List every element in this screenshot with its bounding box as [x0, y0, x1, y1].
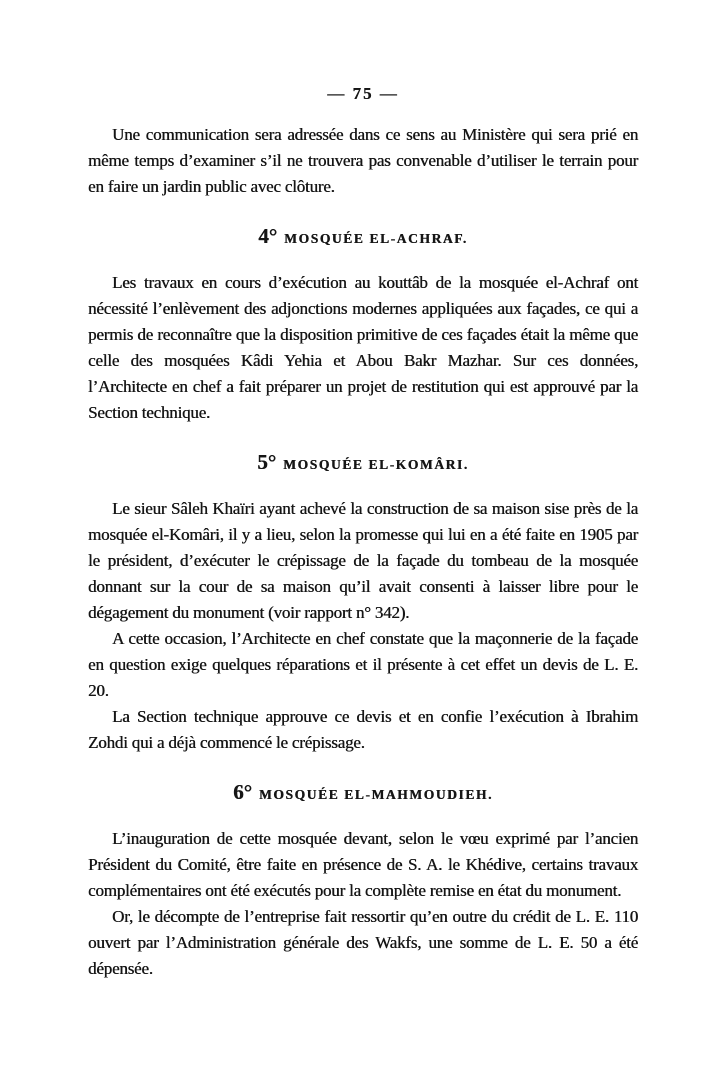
paragraph: A cette occasion, l’Architecte en chef constate que la maçonnerie de la façade en question exige quelques réparations et il présente à cet effet un devis de L. E. 20. [88, 629, 638, 700]
heading-number: 5° [257, 450, 277, 474]
heading-title: MOSQUÉE EL-ACHRAF. [284, 231, 468, 246]
paragraph: Le sieur Sâleh Khaïri ayant achevé la construction de sa maison sise près de la mosquée el-Komâri, il y a lieu, selon la promesse qui lui en a été faite en 1905 par le président, d’exécuter le crépissage de la façade du tombeau de la mosquée donnant sur la cour de sa maison qu’il avait consenti à laisser libre pour le dégagement du monument (voir rapport n° 342). [88, 499, 638, 622]
heading-number: 6° [233, 780, 252, 804]
heading-title: MOSQUÉE EL-KOMÂRI. [283, 457, 469, 472]
heading-number: 4° [258, 224, 278, 248]
paragraph: Une communication sera adressée dans ce sens au Ministère qui sera prié en même temps d’examiner s’il ne trouvera pas convenable d’utiliser le terrain pour en faire un jardin public avec clôture. [88, 125, 638, 196]
paragraph: L’inauguration de cette mosquée devant, selon le vœu exprimé par l’ancien Président du Comité, être faite en présence de S. A. le Khédive, certains travaux complémentaires ont été exécutés pour la complète remise en état du monument. [88, 829, 638, 900]
page-number: — 75 — [327, 84, 399, 103]
paragraph: Or, le décompte de l’entreprise fait ressortir qu’en outre du crédit de L. E. 110 ouvert par l’Administration générale des Wakfs, une somme de L. E. 50 a été dépensée. [88, 907, 638, 978]
text-block [88, 84, 638, 982]
section-heading [88, 450, 638, 477]
paragraph: La Section technique approuve ce devis et en confie l’exécution à Ibrahim Zohdi qui a déjà commencé le crépissage. [88, 707, 638, 752]
paragraph: Les travaux en cours d’exécution au kouttâb de la mosquée el-Achraf ont nécessité l’enlèvement des adjonctions modernes appliquées aux façades, ce qui a permis de reconnaître que la disposition primitive de ces façades était la même que celle des mosquées Kâdi Yehia et Abou Bakr Mazhar. Sur ces données, l’Architecte en chef a fait préparer un projet de restitution qui est approuvé par la Section technique. [88, 273, 638, 422]
heading-title: MOSQUÉE EL-MAHMOUDIEH. [258, 787, 493, 802]
section-heading [88, 780, 638, 807]
section-heading [88, 224, 638, 251]
